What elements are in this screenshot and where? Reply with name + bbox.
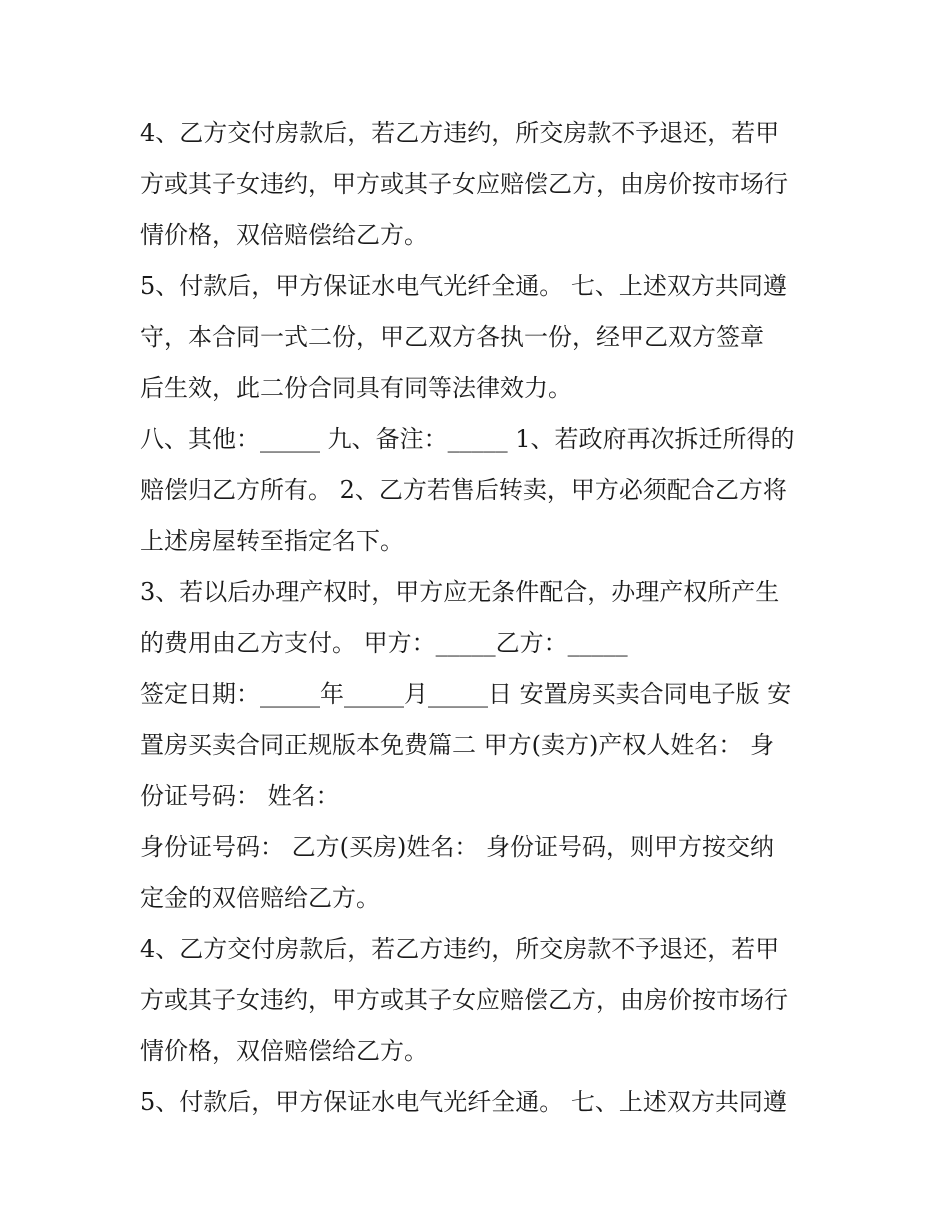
text-line: 情价格，双倍赔偿给乙方。	[140, 1037, 428, 1065]
text-line: 守，本合同一式二份，甲乙双方各执一份，经甲乙双方签章	[140, 323, 764, 351]
text-line: 份证号码： 姓名：	[140, 782, 340, 810]
text-line: 上述房屋转至指定名下。	[140, 527, 404, 555]
text-line: 定金的双倍赔给乙方。	[140, 884, 380, 912]
text-line: 4、乙方交付房款后，若乙方违约，所交房款不予退还，若甲	[140, 935, 780, 963]
text-line: 3、若以后办理产权时，甲方应无条件配合，办理产权所产生	[140, 578, 780, 606]
text-line: 4、乙方交付房款后，若乙方违约，所交房款不予退还，若甲	[140, 119, 780, 147]
text-line: 的费用由乙方支付。 甲方：_____乙方：_____	[140, 629, 628, 657]
text-line: 赔偿归乙方所有。 2、乙方若售后转卖，甲方必须配合乙方将	[140, 476, 787, 504]
text-line: 方或其子女违约，甲方或其子女应赔偿乙方，由房价按市场行	[140, 170, 788, 198]
text-line: 情价格，双倍赔偿给乙方。	[140, 221, 428, 249]
text-line: 八、其他：_____ 九、备注：_____ 1、若政府再次拆迁所得的	[140, 425, 795, 453]
text-line: 后生效，此二份合同具有同等法律效力。	[140, 374, 572, 402]
text-line: 置房买卖合同正规版本免费篇二 甲方(卖方)产权人姓名： 身	[140, 731, 774, 759]
text-line: 5、付款后，甲方保证水电气光纤全通。 七、上述双方共同遵	[140, 272, 787, 300]
text-line: 方或其子女违约，甲方或其子女应赔偿乙方，由房价按市场行	[140, 986, 788, 1014]
text-line: 身份证号码： 乙方(买房)姓名： 身份证号码，则甲方按交纳	[140, 833, 774, 861]
text-line: 签定日期：_____年_____月_____日 安置房买卖合同电子版 安	[140, 680, 792, 708]
document-body	[140, 108, 830, 1128]
text-line: 5、付款后，甲方保证水电气光纤全通。 七、上述双方共同遵	[140, 1088, 787, 1116]
